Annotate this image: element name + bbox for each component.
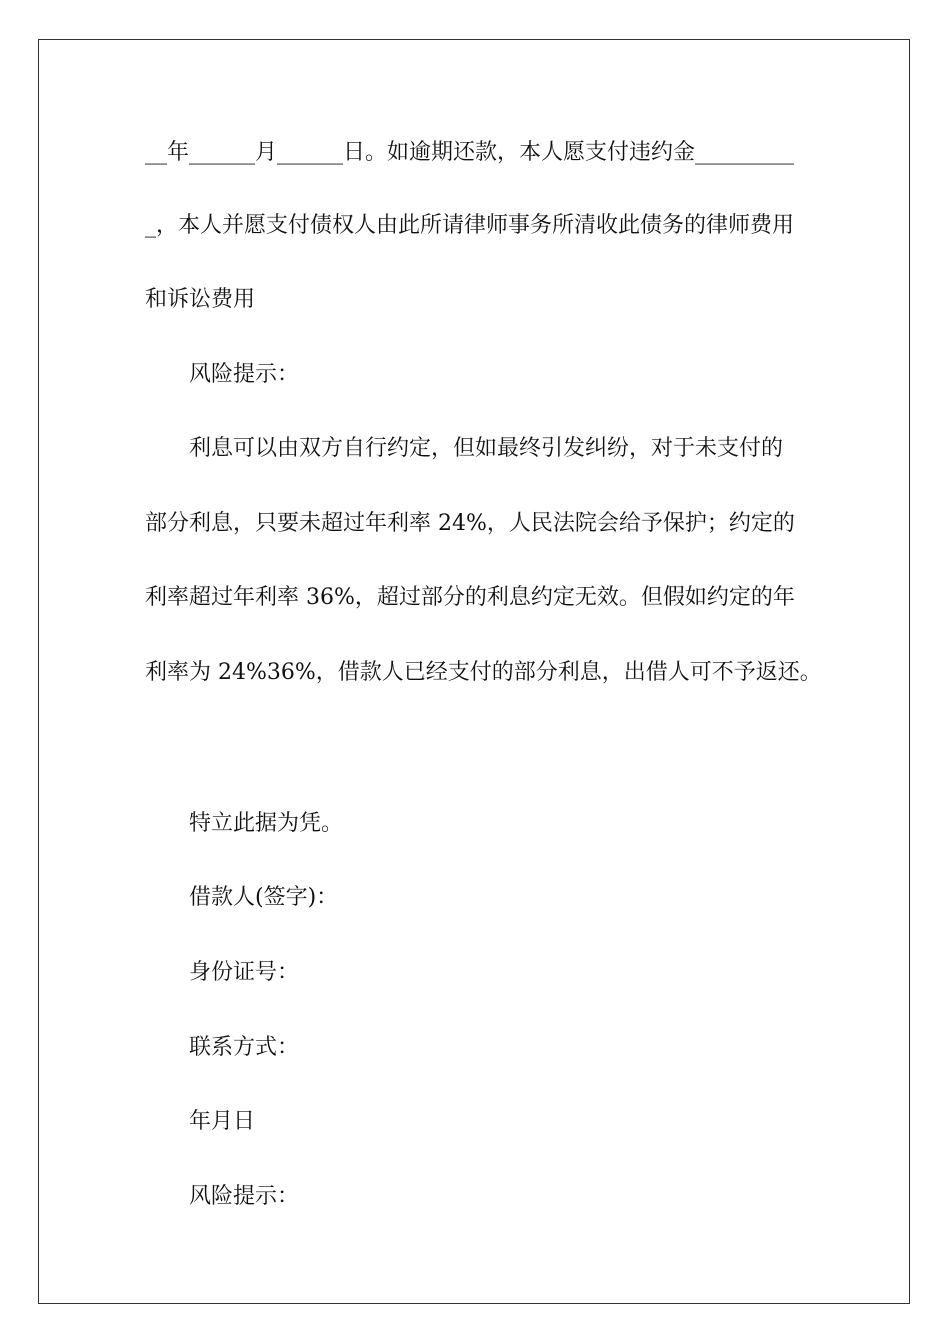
interest-paragraph-line-3: 利率超过年利率 36%，超过部分的利息约定无效。但假如约定的年 bbox=[145, 585, 795, 610]
risk-notice-heading: 风险提示： bbox=[189, 362, 300, 387]
certification-statement: 特立此据为凭。 bbox=[189, 811, 344, 836]
risk-notice-heading-2: 风险提示： bbox=[189, 1184, 300, 1209]
interest-paragraph-line-2: 部分利息，只要未超过年利率 24%，人民法院会给予保护；约定的 bbox=[145, 511, 795, 536]
interest-paragraph-line-1: 利息可以由双方自行约定，但如最终引发纠纷，对于未支付的 bbox=[189, 436, 784, 461]
date-label: 年月日 bbox=[189, 1109, 256, 1134]
lawyer-fee-line: _，本人并愿支付债权人由此所请律师事务所清收此债务的律师费用 bbox=[145, 213, 795, 238]
contact-label: 联系方式： bbox=[189, 1035, 300, 1060]
id-number-label: 身份证号： bbox=[189, 960, 300, 985]
litigation-fee-line: 和诉讼费用 bbox=[145, 287, 256, 312]
interest-paragraph-line-4: 利率为 24%36%，借款人已经支付的部分利息，出借人可不予返还。 bbox=[145, 660, 822, 685]
borrower-signature-label: 借款人(签字)： bbox=[189, 885, 339, 910]
repayment-date-line: __年______月______日。如逾期还款，本人愿支付违约金_________ bbox=[145, 140, 795, 165]
